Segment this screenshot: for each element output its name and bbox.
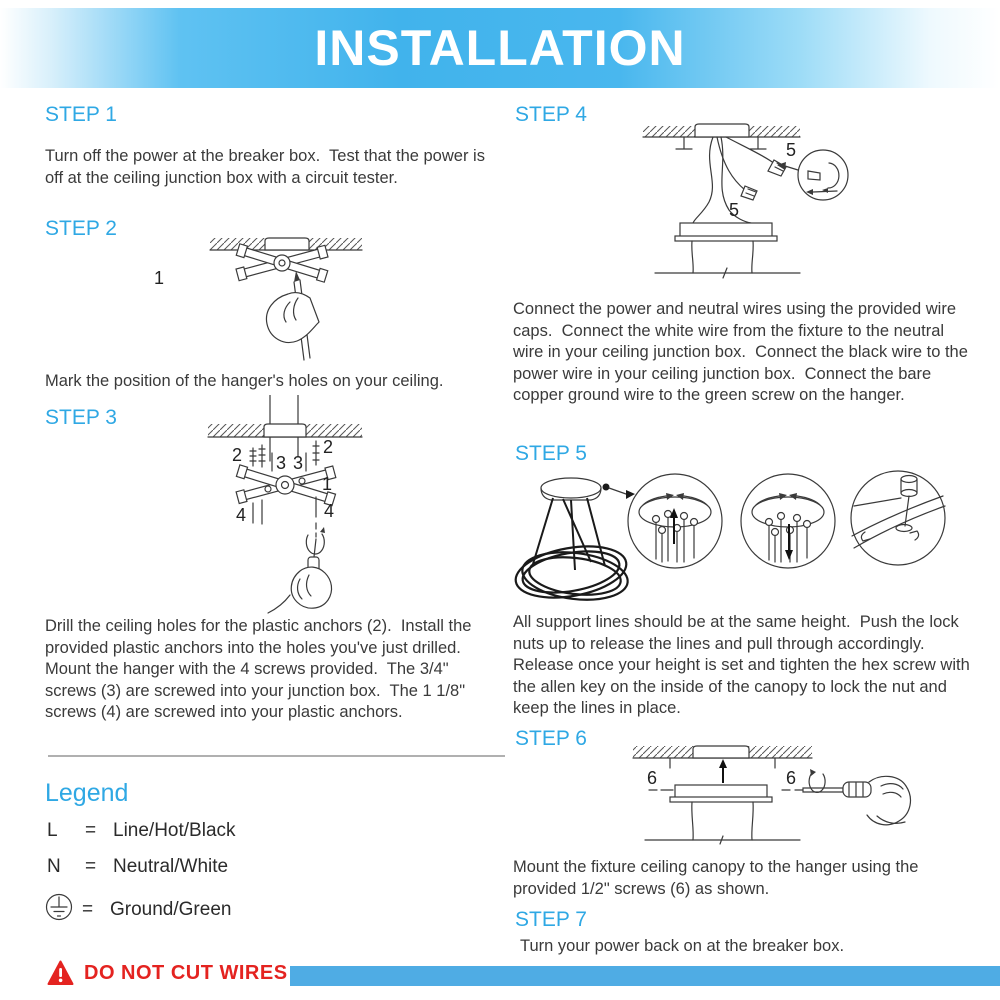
screw-callout-right: 3	[293, 453, 304, 473]
hanger-callout: 1	[154, 268, 165, 288]
step2-caption: Mark the position of the hanger's holes on your ceiling.	[45, 372, 444, 390]
screw-callout-left: 6	[647, 768, 658, 788]
hand-with-screwdriver	[268, 523, 332, 613]
canopy	[645, 785, 800, 844]
legend-symbol-neutral: N	[47, 856, 61, 877]
ground-symbol-icon	[44, 892, 82, 928]
hand-with-screwdriver	[795, 769, 910, 825]
locknut-detail-down	[741, 474, 835, 568]
step2-heading: STEP 2	[45, 217, 117, 240]
step6-heading: STEP 6	[515, 727, 587, 750]
legend-row-line	[47, 820, 236, 842]
wiring-illustration	[545, 118, 965, 296]
long-screw-callout-left: 4	[236, 505, 247, 525]
section-divider	[48, 755, 505, 757]
step2-diagram	[140, 236, 485, 368]
anchor-callout-left: 2	[232, 445, 243, 465]
junction-box	[693, 746, 749, 758]
step4-body: Connect the power and neutral wires using the provided wire caps. Connect the white wire from the fixture to the neutral wire in your ceiling junction box. Connect the black wire to the power wire in your ceiling junction box. Connect the bare copper ground wire to the green screw on the hanger.	[513, 300, 973, 404]
junction-box	[265, 238, 309, 250]
canopy	[655, 223, 800, 278]
step6-diagram	[545, 740, 965, 862]
equals-sign: =	[82, 899, 94, 920]
legend-label-line: Line/Hot/Black	[113, 820, 236, 841]
junction-box	[695, 124, 749, 137]
up-arrow	[719, 759, 727, 768]
mount-hanger-illustration	[150, 395, 480, 617]
legend-row-neutral	[47, 856, 228, 878]
legend-heading: Legend	[45, 779, 129, 807]
step1-heading: STEP 1	[45, 103, 117, 126]
height-adjust-illustration	[513, 466, 965, 610]
equals-sign: =	[85, 856, 97, 877]
legend-symbol-line: L	[47, 820, 58, 841]
step5-body: All support lines should be at the same height. Push the lock nuts up to release the lines and pull through accordingly. Release once your height is set and tighten the hex screw with the allen key on the inside of the canopy to lock the nut and keep the lines in place.	[513, 613, 975, 717]
step1-body: Turn off the power at the breaker box. Test that the power is off at the ceiling junction box with a circuit tester.	[45, 147, 490, 187]
anchor-callout-right: 2	[323, 437, 334, 457]
hex-screw-detail	[851, 471, 945, 565]
title-banner	[0, 8, 1000, 88]
step3-body: Drill the ceiling holes for the plastic anchors (2). Install the provided plastic anchors into the holes you've just drilled. Mount the hanger with the 4 screws provided. The 3/4" screws (3) are screwed into your junction box. The 1 1/8" screws (4) are screwed into your plastic anchors.	[45, 617, 477, 721]
step7-body: Turn your power back on at the breaker box.	[520, 937, 845, 955]
warning-triangle-icon	[47, 960, 74, 991]
step5-diagram	[513, 466, 965, 610]
wire-cap-callout-upper: 5	[786, 140, 797, 160]
canopy-mount-illustration	[545, 740, 965, 862]
junction-box	[264, 424, 306, 437]
pendant-fixture	[513, 478, 635, 605]
equals-sign: =	[85, 820, 97, 841]
locknut-detail-up	[628, 474, 722, 568]
step4-heading: STEP 4	[515, 103, 587, 126]
page-title: INSTALLATION	[314, 20, 686, 76]
mark-holes-illustration	[140, 236, 485, 368]
wire-cap-callout-lower: 5	[729, 200, 740, 220]
screw-callout-right: 6	[786, 768, 797, 788]
screw-callout-left: 3	[276, 453, 287, 473]
step5-heading: STEP 5	[515, 442, 587, 465]
step3-diagram	[150, 395, 480, 617]
footer-accent-bar	[290, 966, 1000, 986]
do-not-cut-wires-warning: DO NOT CUT WIRES	[84, 962, 288, 984]
step3-heading: STEP 3	[45, 406, 117, 429]
long-screws-4	[253, 497, 316, 524]
step4-diagram	[545, 118, 965, 296]
legend-label-neutral: Neutral/White	[113, 856, 229, 877]
legend-row-ground	[44, 892, 231, 928]
hanger-callout: 1	[322, 474, 333, 494]
legend-label-ground: Ground/Green	[110, 899, 232, 920]
step7-heading: STEP 7	[515, 908, 587, 931]
hand-with-pencil	[266, 271, 319, 360]
step6-body: Mount the fixture ceiling canopy to the hanger using the provided 1/2" screws (6) as shown.	[513, 858, 924, 898]
long-screw-callout-right: 4	[324, 501, 335, 521]
